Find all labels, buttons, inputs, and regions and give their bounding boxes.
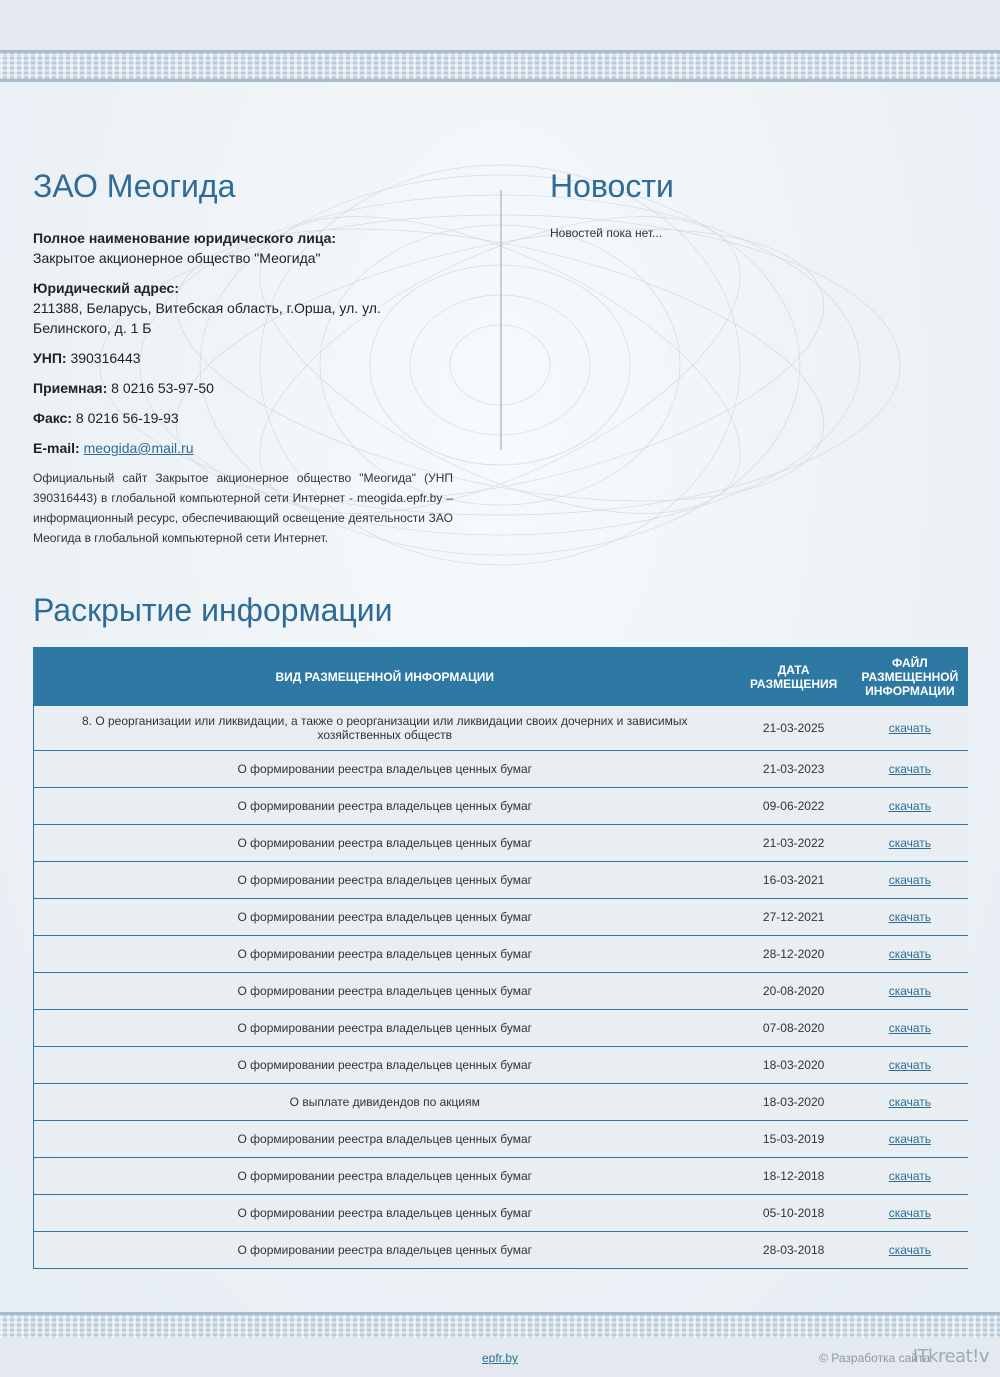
column-header-date: ДАТА РАЗМЕЩЕНИЯ xyxy=(736,647,852,706)
cell-type: О формировании реестра владельцев ценных бумаг xyxy=(34,862,736,899)
unp-block xyxy=(33,348,453,368)
table-row xyxy=(34,899,968,936)
reception-block xyxy=(33,378,453,398)
top-ornament-band xyxy=(0,50,1000,82)
cell-type: О формировании реестра владельцев ценных бумаг xyxy=(34,1158,736,1195)
cell-date: 07-08-2020 xyxy=(736,1010,852,1047)
cell-date: 05-10-2018 xyxy=(736,1195,852,1232)
cell-type: О выплате дивидендов по акциям xyxy=(34,1084,736,1121)
cell-type: О формировании реестра владельцев ценных бумаг xyxy=(34,1047,736,1084)
email-label: E-mail: xyxy=(33,440,80,456)
cell-type: О формировании реестра владельцев ценных бумаг xyxy=(34,1121,736,1158)
cell-file xyxy=(852,1158,968,1195)
fullname-label: Полное наименование юридического лица: xyxy=(33,230,337,246)
footer-dev-text: © Разработка сайта xyxy=(819,1351,930,1365)
column-header-file: ФАЙЛ РАЗМЕЩЕННОЙ ИНФОРМАЦИИ xyxy=(852,647,968,706)
download-link[interactable]: скачать xyxy=(888,1021,932,1035)
cell-file xyxy=(852,1084,968,1121)
fullname-block xyxy=(33,228,453,268)
cell-file xyxy=(852,936,968,973)
download-link[interactable]: скачать xyxy=(888,1206,932,1220)
cell-type: О формировании реестра владельцев ценных бумаг xyxy=(34,751,736,788)
table-row xyxy=(34,751,968,788)
cell-file xyxy=(852,706,968,751)
table-header-row xyxy=(34,647,968,706)
company-description: Официальный сайт Закрытое акционерное общество "Меогида" (УНП 390316443) в глобальной компьютерной сети Интернет - meogida.epfr.by – информационный ресурс, обеспечивающий освещение деятельности ЗАО Меогида в глобальной компьютерной сети Интернет. xyxy=(33,471,453,545)
download-link[interactable]: скачать xyxy=(888,910,932,924)
cell-file xyxy=(852,1047,968,1084)
cell-file xyxy=(852,825,968,862)
disclosure-table-wrap xyxy=(33,647,967,1269)
footer-site-link[interactable]: epfr.by xyxy=(482,1351,519,1365)
cell-date: 28-12-2020 xyxy=(736,936,852,973)
cell-type: О формировании реестра владельцев ценных бумаг xyxy=(34,1195,736,1232)
cell-date: 18-03-2020 xyxy=(736,1047,852,1084)
cell-date: 18-03-2020 xyxy=(736,1084,852,1121)
news-title: Новости xyxy=(550,168,674,204)
download-link[interactable]: скачать xyxy=(888,1132,932,1146)
address-label: Юридический адрес: xyxy=(33,280,179,296)
download-link[interactable]: скачать xyxy=(888,836,932,850)
developer-logo[interactable]: ITkreat!v xyxy=(912,1346,989,1367)
download-link[interactable]: скачать xyxy=(888,721,932,735)
fax-block xyxy=(33,408,453,428)
cell-date: 20-08-2020 xyxy=(736,973,852,1010)
cell-file xyxy=(852,899,968,936)
footer xyxy=(0,1338,1000,1377)
table-row xyxy=(34,1047,968,1084)
table-row xyxy=(34,1232,968,1269)
cell-date: 09-06-2022 xyxy=(736,788,852,825)
reception-value: 8 0216 53-97-50 xyxy=(111,380,214,396)
cell-date: 21-03-2025 xyxy=(736,706,852,751)
column-header-type: ВИД РАЗМЕЩЕННОЙ ИНФОРМАЦИИ xyxy=(34,647,736,706)
cell-file xyxy=(852,862,968,899)
cell-file xyxy=(852,1195,968,1232)
fax-value: 8 0216 56-19-93 xyxy=(75,410,179,426)
download-link[interactable]: скачать xyxy=(888,1243,932,1257)
address-block xyxy=(33,278,453,338)
table-row xyxy=(34,1084,968,1121)
table-row xyxy=(34,1010,968,1047)
table-row xyxy=(34,936,968,973)
company-info xyxy=(33,228,453,558)
download-link[interactable]: скачать xyxy=(888,799,932,813)
cell-type: О формировании реестра владельцев ценных бумаг xyxy=(34,973,736,1010)
fullname-value: Закрытое акционерное общество "Меогида" xyxy=(33,250,321,266)
table-row xyxy=(34,973,968,1010)
email-block xyxy=(33,438,453,458)
cell-type: О формировании реестра владельцев ценных бумаг xyxy=(34,825,736,862)
cell-file xyxy=(852,788,968,825)
cell-date: 16-03-2021 xyxy=(736,862,852,899)
cell-date: 28-03-2018 xyxy=(736,1232,852,1269)
download-link[interactable]: скачать xyxy=(888,762,932,776)
cell-file xyxy=(852,751,968,788)
cell-date: 27-12-2021 xyxy=(736,899,852,936)
disclosure-table xyxy=(34,647,968,1269)
cell-type: О формировании реестра владельцев ценных бумаг xyxy=(34,1232,736,1269)
download-link[interactable]: скачать xyxy=(888,1169,932,1183)
table-row xyxy=(34,1121,968,1158)
cell-file xyxy=(852,1010,968,1047)
company-title: ЗАО Меогида xyxy=(33,168,236,204)
cell-date: 15-03-2019 xyxy=(736,1121,852,1158)
table-row xyxy=(34,1195,968,1232)
table-row xyxy=(34,1158,968,1195)
cell-date: 18-12-2018 xyxy=(736,1158,852,1195)
cell-date: 21-03-2022 xyxy=(736,825,852,862)
cell-date: 21-03-2023 xyxy=(736,751,852,788)
cell-file xyxy=(852,973,968,1010)
news-empty-text: Новостей пока нет... xyxy=(550,226,663,240)
table-row xyxy=(34,862,968,899)
address-value: 211388, Беларусь, Витебская область, г.Орша, ул. ул. Белинского, д. 1 Б xyxy=(33,300,381,336)
top-bar xyxy=(0,0,1000,50)
download-link[interactable]: скачать xyxy=(888,873,932,887)
table-row xyxy=(34,788,968,825)
email-link[interactable]: meogida@mail.ru xyxy=(83,440,194,456)
reception-label: Приемная: xyxy=(33,380,108,396)
cell-file xyxy=(852,1121,968,1158)
table-row xyxy=(34,825,968,862)
cell-type: О формировании реестра владельцев ценных бумаг xyxy=(34,788,736,825)
table-body xyxy=(34,706,968,1269)
download-link[interactable]: скачать xyxy=(888,984,932,998)
cell-type: О формировании реестра владельцев ценных бумаг xyxy=(34,899,736,936)
disclosure-title: Раскрытие информации xyxy=(33,592,393,628)
fax-label: Факс: xyxy=(33,410,73,426)
download-link[interactable]: скачать xyxy=(888,947,932,961)
download-link[interactable]: скачать xyxy=(888,1095,932,1109)
unp-label: УНП: xyxy=(33,350,67,366)
cell-type: 8. О реорганизации или ликвидации, а также о реорганизации или ликвидации своих дочерних и зависимых хозяйственных обществ xyxy=(34,706,736,751)
cell-type: О формировании реестра владельцев ценных бумаг xyxy=(34,936,736,973)
table-row xyxy=(34,706,968,751)
download-link[interactable]: скачать xyxy=(888,1058,932,1072)
cell-type: О формировании реестра владельцев ценных бумаг xyxy=(34,1010,736,1047)
unp-value: 390316443 xyxy=(70,350,141,366)
cell-file xyxy=(852,1232,968,1269)
